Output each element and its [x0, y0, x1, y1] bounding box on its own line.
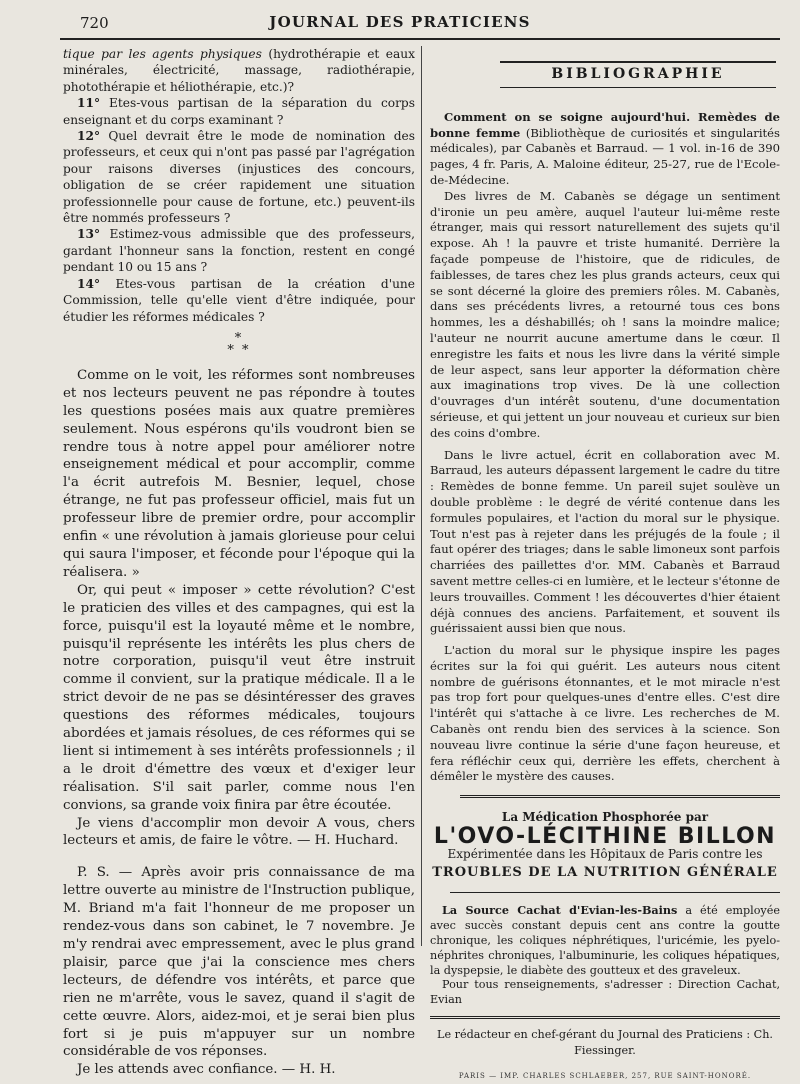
advert-brand: L'OVO-LÉCITHINE BILLON [433, 824, 777, 850]
section-separator [63, 330, 415, 358]
advert-rule-bottom [430, 1016, 780, 1019]
book-citation [430, 110, 780, 189]
q13-number: 13° [77, 227, 101, 242]
question-11 [63, 95, 415, 128]
q10-italic: tique par les agents physiques [63, 47, 262, 61]
advert-line-4: TROUBLES DE LA NUTRITION GÉNÉRALE [432, 864, 778, 880]
column-divider [421, 46, 422, 946]
postscript: P. S. — Après avoir pris connaissance de ma lettre ouverte au ministre de l'Instruction publique, M. Briand m'a fait l'honneur de me proposer un rendez-vous dans son cabinet, le 7 novembre. Je m'y rendrai avec empressement, avec le plus grand plaisir, parce que j'ai la conscience mes chers lecteurs, de défendre vos intérêts, et parce que rien ne m'arrête, vous le savez, quand il s'agit de cette œuvre. Alors, aidez-moi, et je serai bien plus fort si je puis m'appuyer sur un nombre considérable de vos réponses. [63, 865, 415, 1060]
book-details: (Bibliothèque de curiosités et singularités médicales), par Cabanès et Barraud. — 1 vol. in-16 de 390 pages, 4 fr. Paris, A. Maloine éditeur, 25-27, rue de l'Ecole-de-Médecine. [430, 125, 780, 187]
journal-title: JOURNAL DES PRATICIENS [269, 13, 531, 31]
review-paragraph-2: Dans le livre actuel, écrit en collaboration avec M. Barraud, les auteurs dépassent largement le cadre du titre : Remèdes de bonne femme. Un pareil sujet soulève un double problème : le degré de vérité contenue dans les formules populaires, et l'action du moral sur le physique. Tout n'est pas à rejeter dans les préjugés de la foule ; il faut opérer des triages; dans le sable limoneux sont parfois charriées des paillettes d'or. MM. Cabanès et Barraud savent mettre celles-ci en lumière, et le lecteur s'étonne de leurs trouvailles. Comment ! les découvertes d'hier étaient déjà connues des anciens. Parfaitement, et souvent ils guérissaient aussi bien que nous. [430, 447, 780, 636]
body-paragraph-3: Je viens d'accomplir mon devoir A vous, chers lecteurs et amis, de faire le vôtre. — H. Huchard. [63, 815, 415, 849]
body-paragraph-1: Comme on le voit, les réformes sont nombreuses et nos lecteurs peuvent ne pas répondre à toutes les questions posées mais aux quatre premières seulement. Nous espérons qu'ils voudront bien se rendre tous à notre appel pour améliorer notre enseignement médical et pour accomplir, comme l'a écrit autrefois M. Besnier, lequel, chose étrange, ne fut pas professeur officiel, mais fut un professeur libre de premier ordre, pour accomplir enfin « une révolution à jamais glorieuse pour celui qui saura l'imposer, et féconde pour l'époque qui la réalisera. » [63, 367, 415, 580]
bibliography-heading: BIBLIOGRAPHIE [500, 61, 776, 88]
q13-text: Estimez-vous admissible que des professeurs, gardant l'honneur sans la fonction, restent en congé pendant 10 ou 15 ans ? [63, 227, 415, 275]
separator-star-top: * [234, 330, 244, 346]
q14-text: Etes-vous partisan de la création d'une Commission, telle qu'elle vient d'être indiquée, pour étudier les réformes médicales ? [63, 276, 415, 324]
question-12 [63, 128, 415, 226]
left-column [63, 46, 415, 1079]
advert-line-3: Expérimentée dans les Hôpitaux de Paris contre les [447, 846, 763, 861]
question-10-continuation [63, 46, 415, 95]
body-paragraph-2: Or, qui peut « imposer » cette révolution? C'est le praticien des villes et des campagnes, qui est la force, puisqu'il est la loyauté même et le nombre, puisqu'il représente les intérêts les plus chers de notre corporation, puisqu'il veut être instruit comme il convient, sur la pratique médicale. Il a le strict devoir de ne pas se désintéresser des graves questions des réformes médicales, toujours abordées et jamais résolues, de ces réformes qui se lient si intimement à ses intérêts professionnels ; il a le droit d'émettre des vœux et d'exiger leur réalisation. S'il sait parler, comme nous l'en convions, sa grande voix finira par être écoutée. [63, 582, 415, 813]
q11-number: 11° [77, 96, 101, 111]
cachat-text: a été employée avec succès constant depuis cent ans contre la goutte chronique, les coliques néphrétiques, l'uricémie, les pyelo-néphrites chroniques, l'albuminurie, les coliques hépatiques, la dyspepsie, le diabète des goutteux et des graveleux. [430, 904, 780, 977]
separator-stars-bottom: * * [227, 342, 251, 358]
cachat-advert [430, 903, 780, 978]
q10-rest: (hydrothérapie et eaux minérales, électricité, massage, radiothérapie, photothérapie et héliothérapie, etc.)? [63, 47, 415, 94]
ovo-lecithine-advert [430, 810, 780, 880]
advert-rule-top [460, 795, 780, 798]
advert-line-1: La Médication Phosphorée par [501, 810, 709, 825]
q14-number: 14° [77, 276, 101, 291]
question-14 [63, 276, 415, 325]
question-13 [63, 226, 415, 275]
q12-text: Quel devrait être le mode de nomination des professeurs, et ceux qui n'ont pas passé par l'agrégation pour raisons diverses (injustices des concours, obligation de se créer rapidement une situation professionnelle pour cause de fortune, etc.) peuvent-ils être nommés professeurs ? [63, 129, 415, 226]
cachat-contact: Pour tous renseignements, s'adresser : Direction Cachat, Evian [430, 978, 780, 1007]
review-paragraph-1: Des livres de M. Cabanès se dégage un sentiment d'ironie un peu amère, auquel l'auteur lui-même reste étranger, mais qui ressort naturellement des sujets qu'il expose. Ah ! la pauvre et triste humanité. Derrière la façade pompeuse de l'histoire, que de ridicules, de faiblesses, de tares chez les plus grands acteurs, ceux qui se sont décerné la gloire des premiers rôles. M. Cabanès, dans ses précédents livres, a retourné tous ces bons hommes, les a déshabillés; oh ! sans la moindre malice; l'auteur ne nourrit aucune amertume dans le cœur. Il enregistre les faits et nous les livre dans la vérité simple de leur aspect, sans leur apporter la déformation chère aux imaginations trop vives. De là une collection d'ouvrages d'un intérêt soutenu, d'une documentation sérieuse, et qui jettent un jour nouveau et curieux sur bien des coins d'ombre. [430, 188, 780, 440]
header-rule [60, 38, 780, 40]
book-title: Comment on se soigne aujourd'hui. Remèdes de bonne femme [430, 109, 780, 140]
right-column [430, 46, 780, 1084]
q11-text: Etes-vous partisan de la séparation du corps enseignant et du corps examinant ? [63, 96, 415, 127]
editor-line: Le rédacteur en chef-gérant du Journal des Praticiens : Ch. Fiessinger. [437, 1028, 773, 1057]
printer-imprint: PARIS — IMP. CHARLES SCHLAEBER, 257, RUE SAINT-HONORÉ. [458, 1071, 752, 1080]
cachat-title: La Source Cachat d'Evian-les-Bains [442, 903, 678, 918]
review-paragraph-3: L'action du moral sur le physique inspire les pages écrites sur la foi qui guérit. Les auteurs nous citent nombre de guérisons étonnantes, et le mot miracle n'est pas trop fort pour quelques-unes d'entre elles. C'est dire l'intérêt qui s'attache à ce livre. Les recherches de M. Cabanès ont rendu bien des services à la science. Son nouveau livre continue la série d'une façon heureuse, et fera réfléchir ceux qui, derrière les effets, cherchent à démêler le mystère des causes. [430, 643, 780, 784]
closing-line: Je les attends avec confiance. — H. H. [77, 1062, 336, 1078]
q12-number: 12° [77, 129, 101, 144]
page-number: 720 [80, 14, 109, 32]
advert-rule-middle [450, 892, 780, 893]
